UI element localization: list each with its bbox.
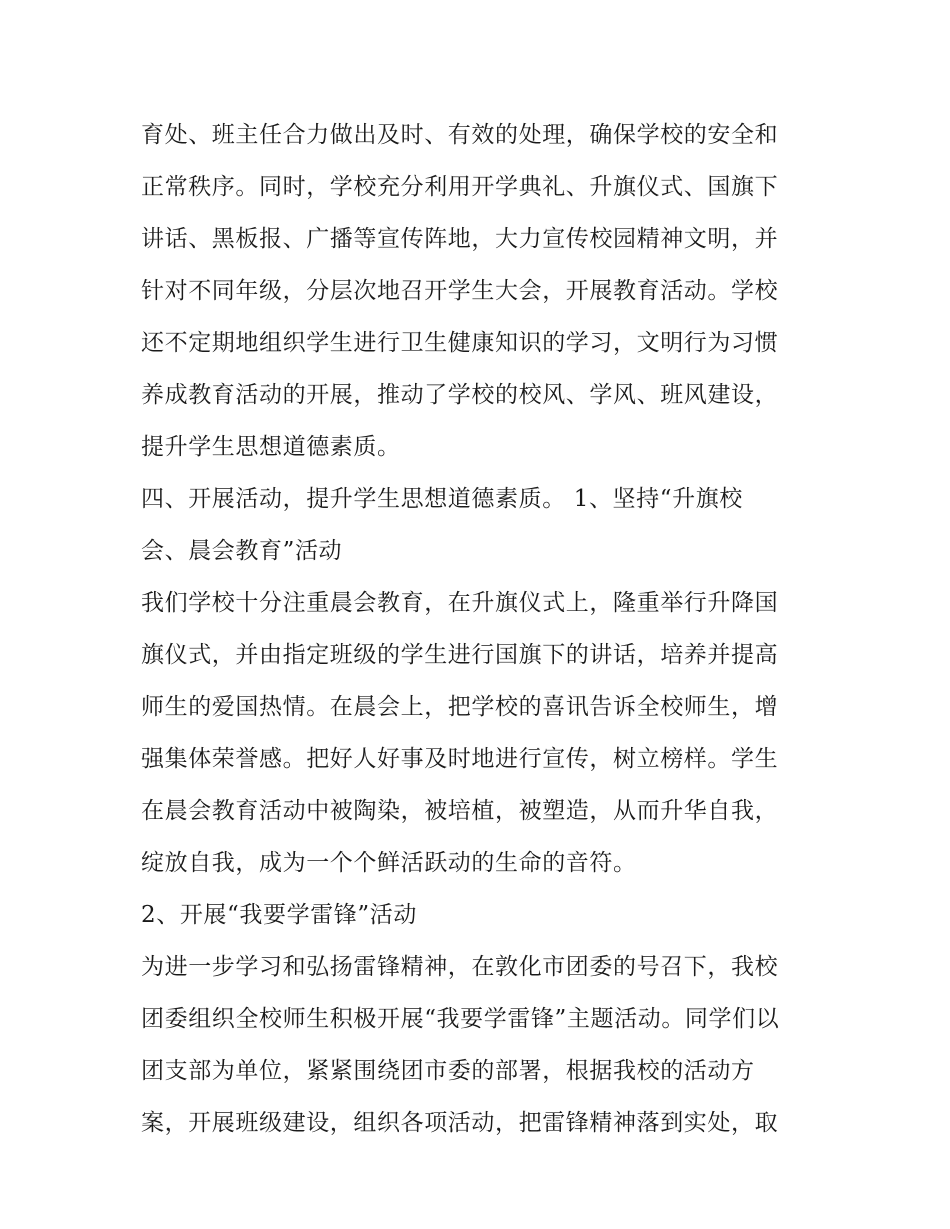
section-heading: 四、开展活动，提升学生思想道德素质。 1、坚持“升旗校 [141,486,743,512]
subsection-heading: 2、开展“我要学雷锋”活动 [141,902,417,928]
text-line: 师生的爱国热情。在晨会上，把学校的喜讯告诉全校师生，增 [141,694,779,720]
text-line: 提升学生思想道德素质。 [141,434,401,460]
text-line: 团委组织全校师生积极开展“我要学雷锋”主题活动。同学们以 [141,1006,780,1032]
text-line: 正常秩序。同时，学校充分利用开学典礼、升旗仪式、国旗下 [141,174,779,200]
text-line: 在晨会教育活动中被陶染，被培植，被塑造，从而升华自我， [141,798,779,824]
text-line: 养成教育活动的开展，推动了学校的校风、学风、班风建设， [141,382,779,408]
text-line: 强集体荣誉感。把好人好事及时地进行宣传，树立榜样。学生 [141,746,779,772]
text-line: 针对不同年级，分层次地召开学生大会，开展教育活动。学校 [141,278,779,304]
text-line: 团支部为单位，紧紧围绕团市委的部署，根据我校的活动方 [141,1058,755,1084]
text-line: 案，开展班级建设，组织各项活动，把雷锋精神落到实处，取 [141,1110,779,1136]
section-heading-continued: 会、晨会教育”活动 [141,538,343,564]
text-line: 还不定期地组织学生进行卫生健康知识的学习，文明行为习惯 [141,330,779,356]
text-line: 旗仪式，并由指定班级的学生进行国旗下的讲话，培养并提高 [141,642,779,668]
text-line: 育处、班主任合力做出及时、有效的处理，确保学校的安全和 [141,122,779,148]
document-body [141,109,821,1149]
text-line: 绽放自我，成为一个个鲜活跃动的生命的音符。 [141,850,637,876]
text-line: 为进一步学习和弘扬雷锋精神，在敦化市团委的号召下，我校 [141,954,779,980]
text-line: 讲话、黑板报、广播等宣传阵地，大力宣传校园精神文明，并 [141,226,779,252]
text-line: 我们学校十分注重晨会教育，在升旗仪式上，隆重举行升降国 [141,590,779,616]
